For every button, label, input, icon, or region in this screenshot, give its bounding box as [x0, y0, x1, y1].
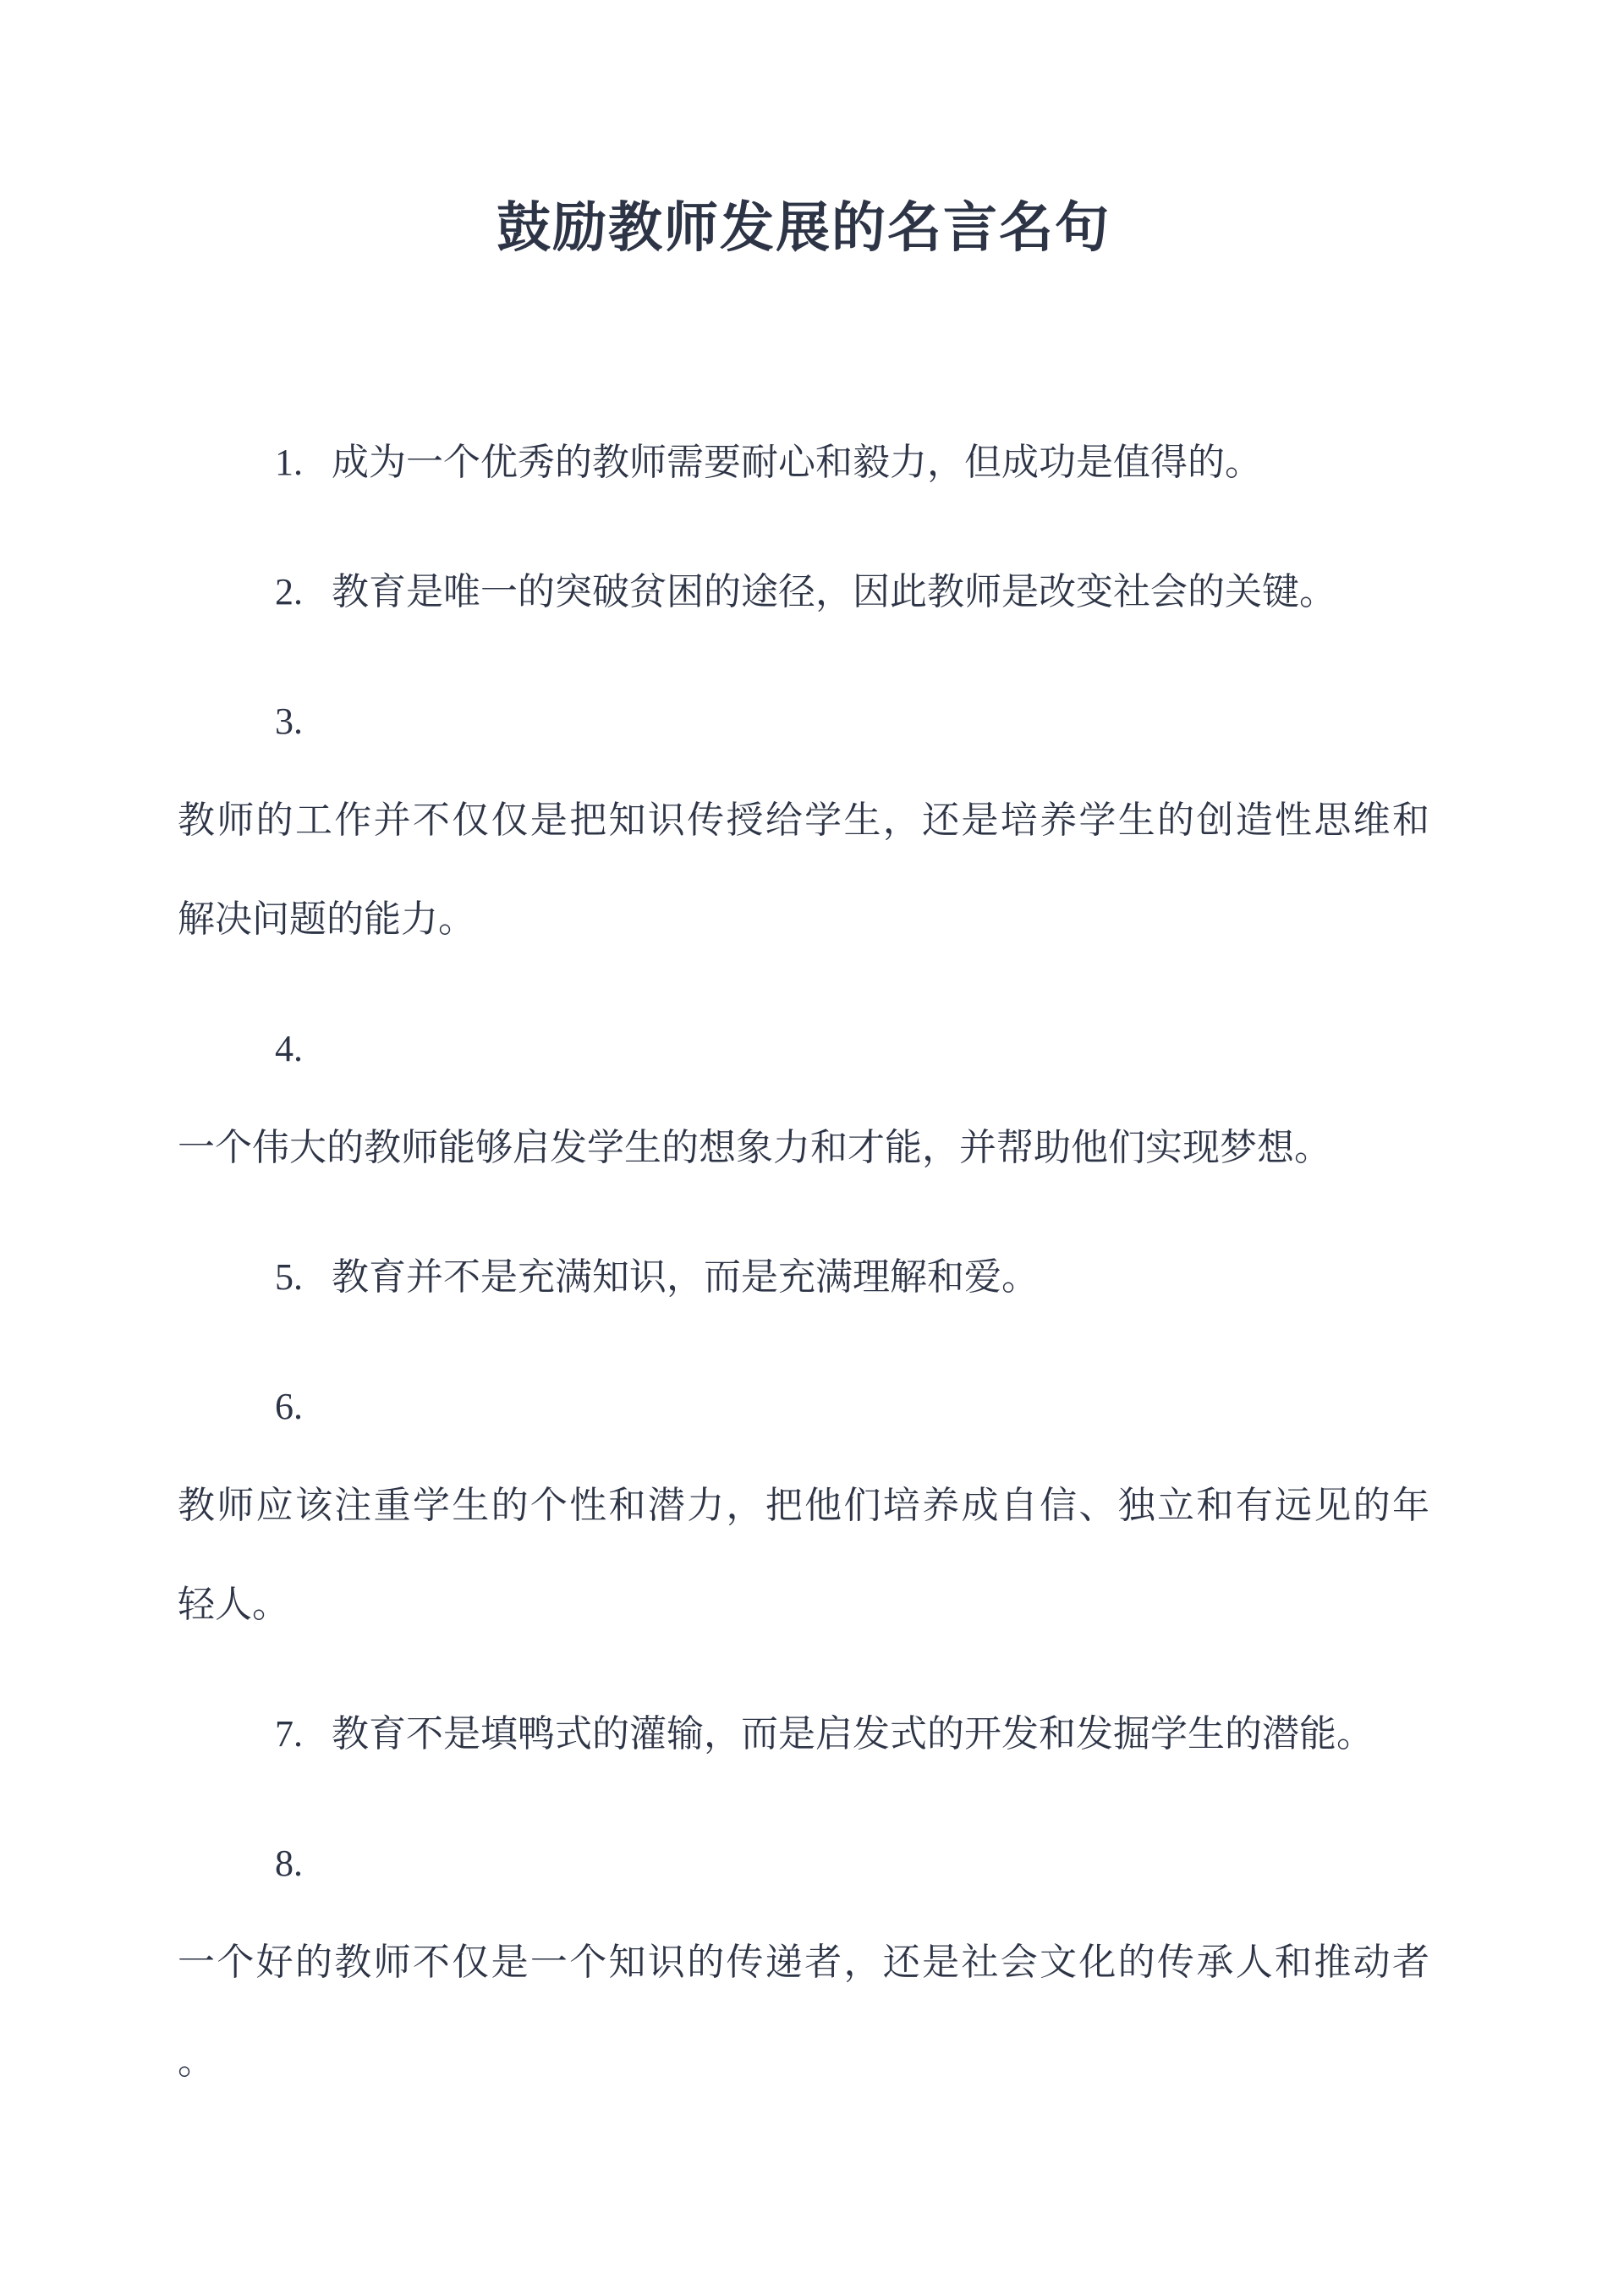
quote-item-5: [178, 1228, 1429, 1327]
quote-item-4: [178, 999, 1429, 1197]
quote-text-line: 教师的工作并不仅仅是把知识传授给学生，还是培养学生的创造性思维和: [178, 799, 1429, 841]
list-number: 2.: [275, 571, 303, 612]
quote-text: 教育不是填鸭式的灌输，而是启发式的开发和发掘学生的潜能。: [332, 1713, 1374, 1755]
quote-text-line: 。: [178, 2041, 215, 2082]
quote-text: 成为一个优秀的教师需要耐心和毅力，但成功是值得的。: [332, 442, 1262, 483]
quote-item-6: [178, 1357, 1429, 1654]
quote-item-8: [178, 1814, 1429, 2111]
document-title: 鼓励教师发展的名言名句: [497, 198, 1111, 258]
list-number: 5.: [275, 1256, 303, 1298]
quote-text-line: 一个伟大的教师能够启发学生的想象力和才能，并帮助他们实现梦想。: [178, 1127, 1331, 1168]
list-number: 6.: [275, 1386, 303, 1427]
list-number: 1.: [275, 442, 303, 483]
list-number: 7.: [275, 1713, 303, 1755]
quote-text: 教育是唯一的突破贫困的途径，因此教师是改变社会的关键。: [332, 571, 1336, 612]
quote-item-3: [178, 672, 1429, 969]
document-content: [178, 0, 1429, 2141]
list-number: 8.: [275, 1843, 303, 1884]
quote-text-line: 一个好的教师不仅是一个知识的传递者，还是社会文化的传承人和推动者: [178, 1942, 1429, 1983]
quote-item-1: [178, 413, 1429, 512]
quote-item-2: [178, 542, 1429, 641]
list-number: 3.: [275, 700, 303, 742]
quote-text-line: 教师应该注重学生的个性和潜力，把他们培养成自信、独立和有远见的年: [178, 1485, 1429, 1526]
list-number: 4.: [275, 1028, 303, 1069]
quote-text-line: 解决问题的能力。: [178, 898, 475, 940]
quote-text: 教育并不是充满知识，而是充满理解和爱。: [332, 1256, 1039, 1298]
quote-text-line: 轻人。: [178, 1584, 289, 1625]
quote-item-7: [178, 1684, 1429, 1783]
